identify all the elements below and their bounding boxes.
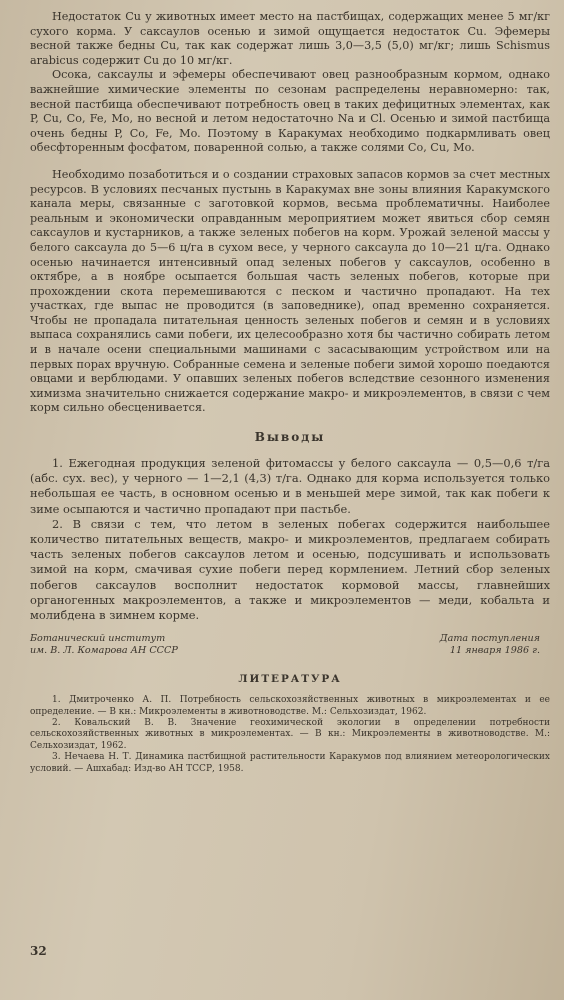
page-number: 32 — [30, 944, 47, 958]
references-heading: ЛИТЕРАТУРА — [238, 673, 342, 686]
paragraph: Осока, саксаулы и эфемеры обеспечивают овец разнообразным кормом, однако важнейшие химические элементы по сезонам распределены неравномерно: так, весной пастбища обеспечивают потребность овец в таких дефицитных элементах, как P, Cu, Co, Fe, Mo, но весной и летом недостаточно Na и Cl. Осенью и зимой пастбища очень бедны P, Co, Fe, Mo. Поэтому в Каракумах необходимо подкармливать овец обесфторенным фосфатом, поваренной солью, а также солями Co, Cu, Mo. — [30, 68, 550, 155]
institute-affiliation: Ботанический институт им. В. Л. Комарова АН СССР — [30, 633, 178, 657]
reference-item: 3. Нечаева Н. Т. Динамика пастбищной растительности Каракумов под влиянием метеорологических условий. — Ашхабад: Изд-во АН ТССР, 1958. — [30, 752, 550, 774]
body-text — [30, 10, 550, 416]
conclusions-heading: Выводы — [254, 430, 326, 445]
paragraph: Недостаток Cu у животных имеет место на пастбищах, содержащих менее 5 мг/кг сухого корма. У саксаулов осенью и зимой ощущается недостаток Cu. Эфемеры весной также бедны Cu, так как содержат лишь 3,0—3,5 (5,0) мг/кг; лишь Schismus arabicus содержит Cu до 10 мг/кг. — [30, 10, 550, 67]
references-list — [30, 695, 550, 775]
conclusion-item: 1. Ежегодная продукция зеленой фитомассы у белого саксаула — 0,5—0,6 т/га (абс. сух. вес), у черного — 1—2,1 (4,3) т/га. Однако для корма используется только небольшая ее часть, в основном осенью и в меньшей мере зимой, так как побеги к зиме осыпаются и частично пропадают при пастьбе. — [30, 456, 550, 516]
received-date: Дата поступления 11 января 1986 г. — [439, 633, 540, 657]
reference-item: 1. Дмитроченко А. П. Потребность сельскохозяйственных животных в микроэлементах и ее определение. — В кн.: Микроэлементы в животноводстве. М.: Сельхозиздат, 1962. — [30, 695, 550, 717]
paragraph: Необходимо позаботиться и о создании страховых запасов кормов за счет местных ресурсов. В условиях песчаных пустынь в Каракумах вне зоны влияния Каракумского канала меры, связанные с заготовкой кормов, весьма проблематичны. Наиболее реальным и экономически оправданным мероприятием может явиться сбор семян саксаулов и кустарников, а также зеленых побегов на корм. Урожай зеленой массы у белого саксаула до 5—6 ц/га в сухом весе, у черного саксаула до 10—21 ц/га. Однако осенью начинается интенсивный опад зеленых побегов у саксаулов, особенно в октябре, а в ноябре осыпается большая часть зеленых побегов, которые при прохождении скота перемешиваются с песком и частично пропадают. На тех участках, где выпас не проводится (в заповеднике), опад временно сохраняется. Чтобы не пропадала питательная ценность зеленых побегов и семян и в условиях выпаса сохранялись сами побеги, их целесообразно хотя бы частично собирать летом и в начале осени специальными машинами с засасывающим устройством или на первых порах вручную. Собранные семена и зеленые побеги зимой хорошо поедаются овцами и верблюдами. У опавших зеленых побегов вследствие сезонного изменения химизма значительно снижается содержание макро- и микроэлементов, в связи с чем корм сильно обесценивается. — [30, 167, 550, 415]
reference-item: 2. Ковальский В. В. Значение геохимической экологии в определении потребности сельскохозяйственных животных в микроэлементах. — В кн.: Микроэлементы в животноводстве. М.: Сельхозиздат, 1962. — [30, 718, 550, 751]
conclusions-list — [30, 456, 550, 623]
conclusion-item: 2. В связи с тем, что летом в зеленых побегах содержится наибольшее количество питательных веществ, макро- и микроэлементов, предлагаем собирать часть зеленых побегов саксаулов летом и осенью, подсушивать и использовать зимой на корм, смачивая сухие побеги перед кормлением. Летний сбор зеленых побегов саксаулов восполнит недостаток кормовой массы, главнейших органогенных макроэлементов, а также и микроэлементов — меди, кобальта и молибдена в зимнем корме. — [30, 516, 550, 623]
signature-block — [30, 633, 550, 657]
